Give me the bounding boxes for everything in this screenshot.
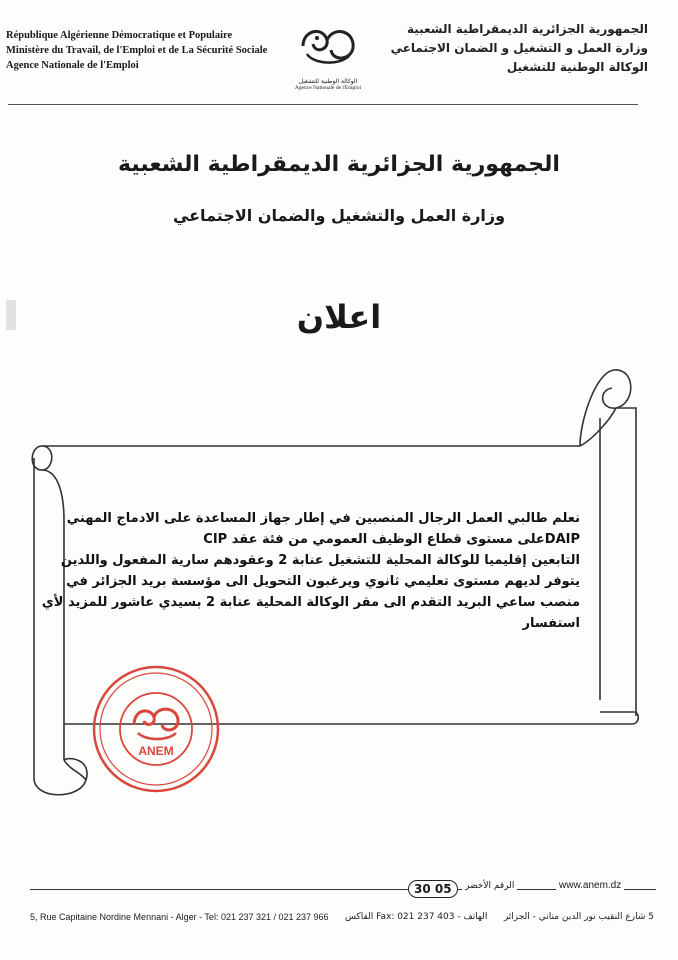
header-fr-line: Agence Nationale de l'Emploi: [6, 60, 139, 71]
official-stamp: [90, 663, 222, 795]
body-line: منصب ساعي البريد التقدم الى مقر الوكالة المحلية عنابة 2 بسيدي عاشور للمزيد لأي: [41, 595, 580, 610]
body-line: نعلم طالبي العمل الرجال المنصبين في إطار جهاز المساعدة على الادماج المهني: [66, 511, 580, 526]
stamp-label: ANEM: [138, 744, 174, 758]
logo-caption-fr: Agence Nationale de l'Emploi: [294, 85, 362, 91]
header-ar-line: الجمهورية الجزائرية الديمقراطية الشعبية: [406, 22, 648, 36]
document-title: الجمهورية الجزائرية الديمقراطية الشعبية: [118, 152, 560, 177]
body-line: DAIPعلى مستوى قطاع الوظيف العمومي من فئة عقد CIP: [203, 532, 580, 547]
address-arabic: 5 شارع النقيب نور الدين مناني - الجزائر: [503, 912, 654, 922]
announcement-body: [41, 508, 580, 634]
header-ar-line: الوكالة الوطنية للتشغيل: [506, 60, 648, 74]
body-line: استفسار: [522, 616, 580, 631]
body-line: التابعين إقليميا للوكالة المحلية للتشغيل عنابة 2 وعقودهم سارية المفعول واللدين: [60, 553, 580, 568]
green-number-label: الرقم الأخضر: [462, 881, 517, 891]
body-line: يتوفر لديهم مستوى تعليمي ثانوي ويرغبون التحويل الى مؤسسة بريد الجزائر في: [66, 574, 580, 589]
green-number-badge: 30 05: [408, 880, 458, 898]
footer-address: [30, 912, 654, 922]
address-mixed: الهاتف - Fax: 021 237 403 الفاكس: [344, 912, 488, 922]
logo-caption-ar: الوكالة الوطنية للتشغيل: [298, 78, 358, 85]
footer-website: www.anem.dz: [556, 880, 624, 891]
header-fr-line: Ministère du Travail, de l'Emploi et de La Sécurité Sociale: [6, 45, 268, 56]
document-subtitle: وزارة العمل والتشغيل والضمان الاجتماعي: [172, 206, 506, 225]
header-fr-line: République Algérienne Démocratique et Populaire: [6, 30, 233, 41]
header-ar-line: وزارة العمل و التشغيل و الضمان الاجتماعي: [390, 41, 648, 55]
address-french: 5, Rue Capitaine Nordine Mennani - Alger - Tel: 021 237 321 / 021 237 966: [30, 912, 329, 922]
announcement-heading: اعلان: [296, 298, 382, 336]
